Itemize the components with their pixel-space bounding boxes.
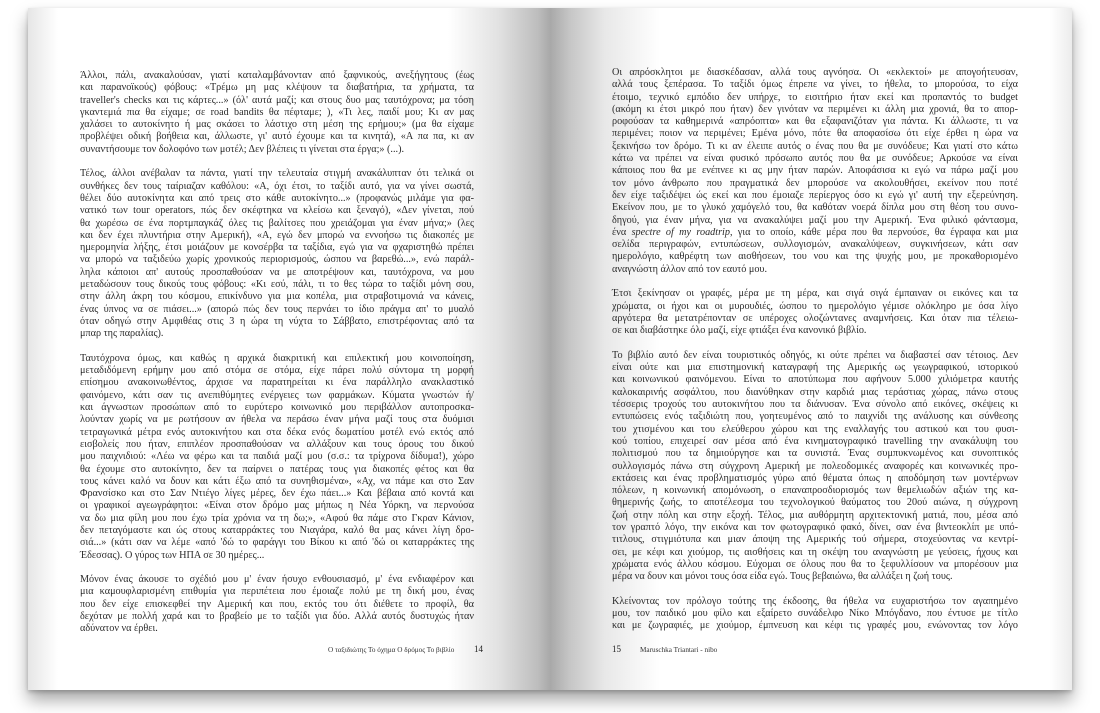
text-line: θα χωρέσω σε ένα πορτμπαγκάζ όλες τις βαλίτσες που χρειάζομαι για έναν μήνα;» (λες	[80, 217, 474, 229]
text-line: κού τοπίου, επιχειρεί σαν μέσα από ένα κινηματογραφικό travelling την ανακάλυψη του	[612, 435, 1018, 447]
text-line: όταν οδηγώ στην Αμφιθέας στις 3 η ώρα τη νύχτα το Σάββατο, επιστρέφοντας από τα	[80, 315, 474, 327]
page-number: 14	[474, 644, 483, 654]
text-line: δεχόταν με πολλή χαρά και το βραβείο με το ταξίδι για δύο. Αλλά αυτός δυστυχώς ήταν	[80, 611, 474, 623]
italic-phrase: spectre of my roadtrip	[631, 226, 730, 238]
text-line: αλλά τους ξεπέρασα. Το ταξίδι όμως έπρεπε να γίνει, το ήθελα, το μπορούσα, το είχα	[612, 79, 1018, 91]
text-line: εισβολείς που ήταν, επιπλέον προσπαθούσαν να αλλάξουν και τους όρους του δικού	[80, 438, 474, 450]
text-line: συναντήσουμε τον δολοφόνο των μοτέλ; Δεν βλέπεις τι γίνεται στα έργα;» (...).	[80, 143, 405, 155]
text-line: σελίδα περιγραφών, εντυπώσεων, συλλογισμών, ανακαλύψεων, συγκινήσεων, κάτι σαν	[612, 239, 1018, 251]
text-line: πόλεων, η κοινωνική απομόνωση, ο επαναπροσδιορισμός των θεμελιωδών αξιών της κα-	[612, 485, 1018, 497]
left-page	[28, 8, 550, 690]
text-line: ληλα κάποιοι απ' αυτούς προσπαθούσαν να με αποτρέψουν και, ταυτόχρονα, να μου	[80, 266, 474, 278]
text-line: λούνταν χωρίς να με ρωτήσουν αν ήθελα να περάσω έναν μήνα μαζί τους στα δυόμισι	[80, 414, 474, 426]
book-spread	[28, 8, 1072, 690]
text-line: και άγνωστων προσώπων από το ευρύτερο κοινωνικό μου περιβάλλον αυτοπροσκα-	[80, 402, 474, 414]
text-line: συλλογισμός πάνω στη σύγχρονη Αμερική με πολεοδομικές αναφορές και κοινωνικές προ-	[612, 460, 1018, 472]
text-line: χρώματα ενός άλλου κόσμου. Εύχομαι σε όλους που θα το ξεφυλλίσουν να μπορέσουν μια	[612, 558, 1018, 570]
right-page-body	[612, 67, 1018, 645]
text-line: δεν πεταγόμαστε και ώς στους καταρράκτες του Νιαγάρα, καλό θα μας κάνει λίγη δρο-	[80, 524, 474, 536]
text-line: και με ζωγραφιές, με χιούμορ, έμπνευση και κέφι τις γραφές μου, ενώνοντας τον λόγο	[612, 620, 1018, 632]
right-page	[550, 8, 1072, 690]
text-line: τους κάνει καλό να δουν και κάτι έξω από τα συνηθισμένα», «Αχ, να πάμε και στο Σαν	[80, 475, 474, 487]
text-line: Άλλοι, πάλι, ανακαλούσαν, γιατί καταλαμβάνονταν από ξαφνικούς, ανεξήγητους (έως	[80, 70, 474, 81]
text-line: μέρα να δουν και μόνοι τους όσα είδα εγώ. Τους βεβαιώνω, θα αλλάξει η ζωή τους.	[612, 571, 953, 583]
text-line: (ακόμη κι έτσι μικρό που ήταν) δεν γινόταν να περιμένει κι άλλη μια χρονιά, θα το απορ-	[612, 103, 1018, 115]
text-line: Οι απρόσκλητοι με διασκέδασαν, αλλά τους αγνόησα. Οι «εκλεκτοί» με απογοήτευσαν,	[612, 67, 1018, 78]
text-line: τον γραπτό λόγο, την εικόνα και τον φωτογραφικό φακό, δίνει, σαν ένα βιντεοκλίπ με υπό-	[612, 521, 1018, 533]
text-line: και παρανοϊκούς) φόβους: «Τρέμω μη μας κλέψουν τα διαβατήρια, τα χρήματα, τα	[80, 82, 474, 94]
text-line: χαλάσει το αυτοκίνητο ή μας σκάσει το λάστιχο στη μέση της ερήμου;» (μα θα είχαμε	[80, 119, 474, 131]
paragraph	[80, 353, 474, 562]
text-line: προβλέψει οδική βοήθεια και, άλλωστε, γι' αυτό έχουμε και τα κινητά), «Α πα πα, κι αν	[80, 131, 474, 143]
running-title: Maruschka Triantari - nibo	[640, 646, 718, 654]
text-line: θέλει δύο αυτοκίνητα και από τρεις στο κάθε αυτοκίνητο...» (προφανώς μιλάμε για φα-	[80, 192, 474, 204]
text-line: κάτω να πρέπει να είναι φυσικό πρόσωπο αυτός που θα με συνόδευε; Αρκούσε να είναι	[612, 153, 1018, 165]
text-line: φαινόμενο, κάτι σαν τις ανεπιθύμητες ενέργειες των φαρμάκων. Κύματα γνωστών ή/	[80, 389, 474, 401]
text-line: μπαρ της παραλίας).	[80, 328, 164, 340]
text-line: αδύνατον να έρθει.	[80, 623, 158, 635]
text-line: Φρανσίσκο και στο Σαν Ντιέγο λίγες μέρες, δεν έχω πάει...» Και βέβαια από κοντά και	[80, 488, 474, 500]
text-line: μεταδώσουν τους δικούς τους φόβους: «Κι εσύ, πάλι, τι το θες τώρα το ταξίδι μόνη σου,	[80, 279, 474, 291]
text-line: νατικό των tour operators, πώς δεν σκέφτηκα να κλείσω και ξεναγό), «Δεν γίνεται, πού	[80, 205, 474, 217]
text-line: ημερομηνία λήξης, έτσι μοιάζουν με κονσέρβα τα ταξίδια, εγώ για να φχαριστηθώ πρέπει	[80, 242, 474, 254]
paragraph	[612, 288, 1018, 337]
text-line: του χτισμένου και του ελεύθερου χώρου και της εναλλαγής του αστικού και του φυσι-	[612, 423, 1018, 435]
text-line: που δεν είχε επισκεφθεί την Αμερική και που, εκτός του ότι διέθετε το προφίλ, θα	[80, 598, 474, 610]
paragraph	[80, 574, 474, 635]
text-line: επίσημου ανακοινωθέντος, άρχισε να παρατηρείται κι ένα παράλληλο ανακλαστικό	[80, 377, 474, 389]
text-line: συνθήκες δεν τους ταίριαζαν καθόλου: «Α, όχι έτσι, το ταξίδι αυτό, για να γίνει σωστά,	[80, 180, 474, 192]
text-line: Έδεσσας). Ο γύρος των ΗΠΑ σε 30 ημέρες...	[80, 549, 265, 561]
text-line: μου παιχνιδιού: «Λέω να φέρω και τα παιδιά μαζί μου (σ.σ.: τα τρίχρονα δίδυμα!), χώρο	[80, 451, 474, 463]
text-line: σιά...» (κάτι σαν να λέμε «από 'δώ το φαράγγι του Βίκου κι από 'δώ οι καταρράκτες της	[80, 537, 474, 549]
text-line: καλοκαιρινής ασφάλτου, που διανύθηκαν στην καρδιά μιας τεράστιας χώρας, πάνω στους	[612, 386, 1018, 398]
text-line: να δω μια φίλη μου που έχω τρία χρόνια να τη δω;», «Αφού θα πάμε στο Γκραν Κάνιον,	[80, 512, 474, 524]
page-number: 15	[612, 644, 621, 654]
text-line: ξεκινήσω τον δρόμο. Τι κι αν έλειπε αυτός ο ένας που θα με συνόδευε; Και γιατί στο κάτω	[612, 140, 1018, 152]
text-line: δηγού, για έναν μήνα, για να ανακαλύψει μαζί μου την Αμερική. Ένα φιλικό φάντασμα,	[612, 214, 1018, 226]
text-line: ροφούσαν τα καθημερινά «απρόοπτα» και θα εξαφανιζόταν για πάντα. Κι άλλωστε, τι να	[612, 116, 1018, 128]
text-line: Το βιβλίο αυτό δεν είναι τουριστικός οδηγός, κι ούτε πρέπει να διαβαστεί σαν τέτοιος. Δεν	[612, 349, 1018, 361]
text-line: να μπορώ να ταξιδεύω χωρίς χρονικούς περιορισμούς, ώσπου να βαρεθώ...», ενώ παράλ-	[80, 254, 474, 266]
left-page-body	[80, 70, 474, 648]
text-line: ζωή στην πόλη και στην εξοχή. Τέλος, μια αυθόρμητη αρχιτεκτονική ματιά, που, μέσα από	[612, 509, 1018, 521]
paragraph	[612, 67, 1018, 276]
paragraph	[612, 596, 1018, 633]
text-line: τον μόνο άνθρωπο που πραγματικά δεν μπορούσε να ακολουθήσει, εκείνον που ποτέ	[612, 177, 1018, 189]
text-line: τετραγωνικά μέτρα ενός αυτοκινήτου και στα δέκα ενός δωματίου μοτέλ ενώ εκτός από	[80, 426, 474, 438]
paragraph	[612, 350, 1018, 584]
text-line: Έτσι ξεκίνησαν οι γραφές, μέρα με τη μέρα, και σιγά σιγά έμπαιναν οι εικόνες και τα	[612, 288, 1018, 300]
text-line: Μόνον ένας άκουσε το σχέδιό μου μ' έναν ήσυχο ενθουσιασμό, μ' ένα ενδιαφέρον και	[80, 574, 474, 586]
text-line: Εκείνον που, με το γλυκό χαμόγελό του, θα καθόταν νοερά δίπλα μου στη θέση του συνο-	[612, 202, 1018, 214]
text-line: θα έχουμε στο αυτοκίνητο, δεν τα παίρνει ο πατέρας τους για διακοπές φέτος και θα	[80, 463, 474, 475]
paragraph	[80, 70, 474, 156]
text-line: εντυπώσεις ενός ταξιδιώτη που, γοητευμένος από το παιχνίδι της ανάλυσης και σύνθεσης	[612, 411, 1018, 423]
text-line: Τέλος, άλλοι ανέβαλαν τα πάντα, γιατί την τελευταία στιγμή ανακάλυπταν ότι τελικά οι	[80, 168, 474, 180]
text-line: δεν είχε ταξιδέψει ώς εκεί και που έμοιαζε περίεργος όσο κι εγώ γι' αυτή την εξερεύνηση.	[612, 189, 1018, 201]
text-line: traveller's checks και τις κάρτες...» (όλ' αυτά μαζί; και στους δυο μας ταυτόχρονα; μα τόση	[80, 94, 474, 106]
text-line: Ταυτόχρονα όμως, και καθώς η αρχικά διακριτική και επιλεκτική μου κοινοποίηση,	[80, 352, 474, 364]
text-line: μου, τον παιδικό μου φίλο και εξαίρετο συνάδελφο Νίκο Μπόγδανο, που έντυσε με τίτλο	[612, 608, 1018, 620]
paragraph	[80, 168, 474, 340]
text-line: πολιτισμού που τα δημιούργησε και τα συνιστά. Ένας συμπυκνωμένος και συνοπτικός	[612, 448, 1018, 460]
text-line: περιμένει; ποιον να περιμένει; Εμένα μόνο, πότε θα αποφασίσω ότι είχε έρθει η ώρα να	[612, 128, 1018, 140]
text-line: χρώματα, οι ήχοι και οι μυρουδιές, ώσπου το ημερολόγιο γέμισε ολόκληρο με όσα λίγο	[612, 300, 1018, 312]
text-line: έτοιμο, τεχνικό εμπόδιο δεν υπήρχε, το εισιτήριο ήταν εκεί και προπαντός το budget	[612, 91, 1018, 103]
text-line: κάποιος που θα με ενέπνεε κι ας μην ήταν παρών. Αποφάσισα κι εγώ να πάρω μαζί μου	[612, 165, 1018, 177]
text-line: θημερινής ζωής, το αποτέλεσμα του τεχνολογικού θαύματος του 20ού αιώνα, η σύγχρονη	[612, 497, 1018, 509]
text-line: και δεν έχει πλυντήρια στην Αμερική), «Α, εγώ δεν μπορώ να εννοήσω τις διακοπές με	[80, 229, 474, 241]
text-line: οι γραφικοί αγεωγράφητοι: «Είναι στον δρόμο μας μήπως η Νέα Υόρκη, να περνούσα	[80, 500, 474, 512]
text-line: και κοινωνικού φαινόμενου. Είναι το αποτύπωμα που αφήνουν 5.000 χιλιόμετρα καυτής	[612, 374, 1018, 386]
text-line: είναι ούτε και μια επιστημονική καταγραφή της Αμερικής ως γεωγραφικού, ιστορικού	[612, 362, 1018, 374]
text-line: αργότερα θα μετατρέπονταν σε υπέροχες ολοζώντανες αναμνήσεις. Και όταν πια τέλειω-	[612, 312, 1018, 324]
text-line: εκτάσεις και ένας προβληματισμός γύρω από θέματα όπως η αποδόμηση των μοντέρνων	[612, 472, 1018, 484]
text-line: Κλείνοντας τον πρόλογο τούτης της έκδοσης, θα ήθελα να ευχαριστήσω τον αγαπημένο	[612, 595, 1018, 607]
text-line: μεταδιδόμενη ερήμην μου από στόμα σε στόμα, είχε πάρει πολύ σύντομα τη μορφή	[80, 365, 474, 377]
text-line: μια καμουφλαρισμένη επιθυμία για περιπέτεια που έμοιαζε πολύ με τη δική μου, ένας	[80, 586, 474, 598]
text-line: αναγνώστη άλλον από τον εαυτό μου.	[612, 263, 768, 275]
text-line: τέσσερις τροχούς του αυτοκινήτου που τα διάνυσαν. Ένα σύνολο από εικόνες, σκέψεις κι	[612, 399, 1018, 411]
text-line: γκαντεμιά πια θα είχαμε; σε road bandits θα πέφταμε; ), «Τι λες, παιδί μου; Κι αν μας	[80, 106, 474, 118]
text-line: σει, με κέφι και χιούμορ, τις αισθήσεις και τη σκέψη του αναγνώστη με γεύσεις, ήχους και	[612, 546, 1018, 558]
text-line: ημερολόγιο, καθρέφτη των αισθήσεων, του νου και της ψυχής μου, με προκαθορισμένο	[612, 251, 1018, 263]
text-line: τιτλους, στιγμιότυπα και μιαν άποψη της Αμερικής τού σήμερα, στοχεύοντας να κεντρί-	[612, 534, 1018, 546]
text-line: σε και διαβάστηκε όλο μαζί, είχε φτιάξει ένα κανονικό βιβλίο.	[612, 325, 867, 337]
text-line: ένα spectre of my roadtrip, για το οποίο, κάθε μέρα που θα περνούσε, θα έγραφα και μια	[612, 226, 1019, 238]
text-line: ένας ύπνος να σε πιάσει...» (απορώ πώς δεν τους περνάει το ίδιο πράγμα απ' το μυαλό	[80, 303, 474, 315]
running-title: Ο ταξιδιώτης Το όχημα Ο δρόμος Το βιβλίο	[328, 646, 455, 654]
text-line: στην άλλη άκρη του κόσμου, επικίνδυνο για μια κοπέλα, μια στραβοτιμονιά να κάνεις,	[80, 291, 474, 303]
